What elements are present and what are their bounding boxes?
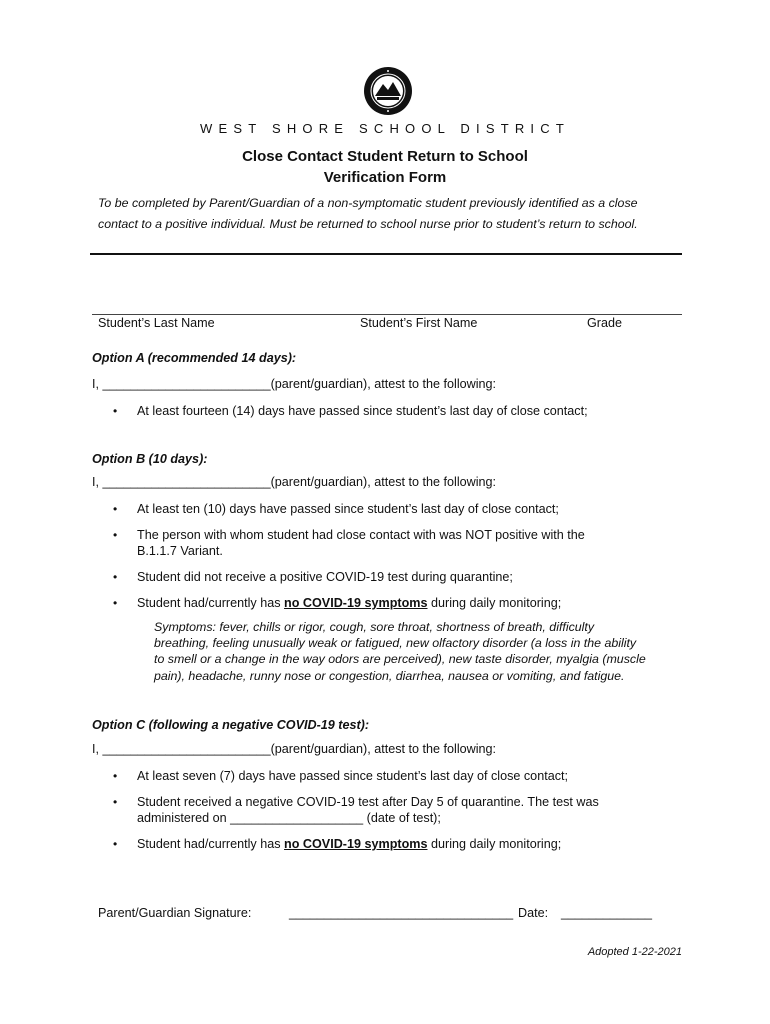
option-a-attest-line[interactable] bbox=[92, 377, 496, 391]
option-b-item-2-line-2: B.1.1.7 Variant. bbox=[137, 544, 223, 558]
option-b-item-2 bbox=[137, 527, 657, 559]
symptoms-line-3: to smell or a change in the way odors are perceived), new taste disorder, myalgia (muscle bbox=[154, 652, 646, 667]
item-text: Student had/currently has bbox=[137, 596, 285, 610]
signature-field[interactable]: ________________________________ bbox=[289, 906, 514, 920]
option-b-attest-line[interactable] bbox=[92, 475, 496, 489]
district-seal-logo bbox=[363, 66, 413, 116]
student-last-name-label: Student’s Last Name bbox=[98, 316, 215, 330]
intro-text bbox=[98, 193, 698, 235]
bullet-icon: • bbox=[113, 570, 118, 584]
student-first-name-label: Student’s First Name bbox=[360, 316, 478, 330]
district-name: WEST SHORE SCHOOL DISTRICT bbox=[200, 121, 570, 136]
option-c-item-3 bbox=[137, 836, 657, 852]
intro-line-2: contact to a positive individual. Must be returned to school nurse prior to student’s return to school. bbox=[98, 217, 638, 231]
bullet-icon: • bbox=[113, 528, 118, 542]
option-b-item-2-line-1: The person with whom student had close contact with was NOT positive with the bbox=[137, 528, 585, 542]
attest-suffix: (parent/guardian), attest to the following: bbox=[270, 742, 497, 756]
option-b-heading: Option B (10 days): bbox=[92, 452, 208, 466]
date-label: Date: bbox=[518, 906, 549, 920]
option-a-heading: Option A (recommended 14 days): bbox=[92, 351, 297, 365]
no-symptoms-emphasis: no COVID-19 symptoms bbox=[284, 596, 428, 610]
symptoms-line-2: breathing, feeling unusually weak or fatigued, new olfactory disorder (a loss in the ability bbox=[154, 636, 637, 651]
no-symptoms-emphasis: no COVID-19 symptoms bbox=[284, 837, 428, 851]
form-title-line1: Close Contact Student Return to School bbox=[242, 148, 528, 165]
option-b-item-1: At least ten (10) days have passed since student’s last day of close contact; bbox=[137, 502, 559, 516]
bullet-icon: • bbox=[113, 837, 118, 851]
header-divider bbox=[90, 253, 682, 255]
attest-suffix: (parent/guardian), attest to the following: bbox=[270, 475, 497, 489]
attest-prefix: I, ________________________ bbox=[92, 475, 271, 489]
student-info-line[interactable] bbox=[92, 314, 682, 315]
option-b-item-4 bbox=[137, 595, 657, 611]
bullet-icon: • bbox=[113, 404, 118, 418]
option-c-item-1: At least seven (7) days have passed since student’s last day of close contact; bbox=[137, 769, 568, 783]
test-date-field[interactable]: administered on ___________________ (date of test); bbox=[137, 811, 441, 825]
attest-suffix: (parent/guardian), attest to the following: bbox=[270, 377, 497, 391]
option-c-item-2 bbox=[137, 794, 657, 826]
symptoms-line-4: pain), headache, runny nose or congestion, diarrhea, nausea or vomiting, and fatigue. bbox=[154, 668, 625, 683]
attest-prefix: I, ________________________ bbox=[92, 377, 271, 391]
bullet-icon: • bbox=[113, 502, 118, 516]
option-c-attest-line[interactable] bbox=[92, 742, 496, 756]
form-title-line2: Verification Form bbox=[323, 169, 447, 186]
option-b-item-3: Student did not receive a positive COVID-19 test during quarantine; bbox=[137, 570, 513, 584]
bullet-icon: • bbox=[113, 769, 118, 783]
grade-label: Grade bbox=[587, 316, 623, 330]
bullet-icon: • bbox=[113, 596, 118, 610]
item-text: during daily monitoring; bbox=[427, 837, 562, 851]
date-field[interactable]: _____________ bbox=[561, 906, 653, 920]
item-text: Student had/currently has bbox=[137, 837, 285, 851]
signature-label: Parent/Guardian Signature: bbox=[98, 906, 252, 920]
symptoms-line-1: Symptoms: fever, chills or rigor, cough, sore throat, shortness of breath, difficulty bbox=[154, 620, 595, 634]
symptoms-list bbox=[154, 619, 694, 684]
option-a-item-1: At least fourteen (14) days have passed since student’s last day of close contact; bbox=[137, 404, 588, 418]
option-c-heading: Option C (following a negative COVID-19 test): bbox=[92, 718, 370, 732]
attest-prefix: I, ________________________ bbox=[92, 742, 271, 756]
intro-line-1: To be completed by Parent/Guardian of a non-symptomatic student previously identified as a close bbox=[98, 196, 638, 210]
option-c-item-2-line-1: Student received a negative COVID-19 test after Day 5 of quarantine. The test was bbox=[137, 795, 599, 809]
item-text: during daily monitoring; bbox=[427, 596, 562, 610]
bullet-icon: • bbox=[113, 795, 118, 809]
adopted-date: Adopted 1-22-2021 bbox=[587, 946, 682, 958]
